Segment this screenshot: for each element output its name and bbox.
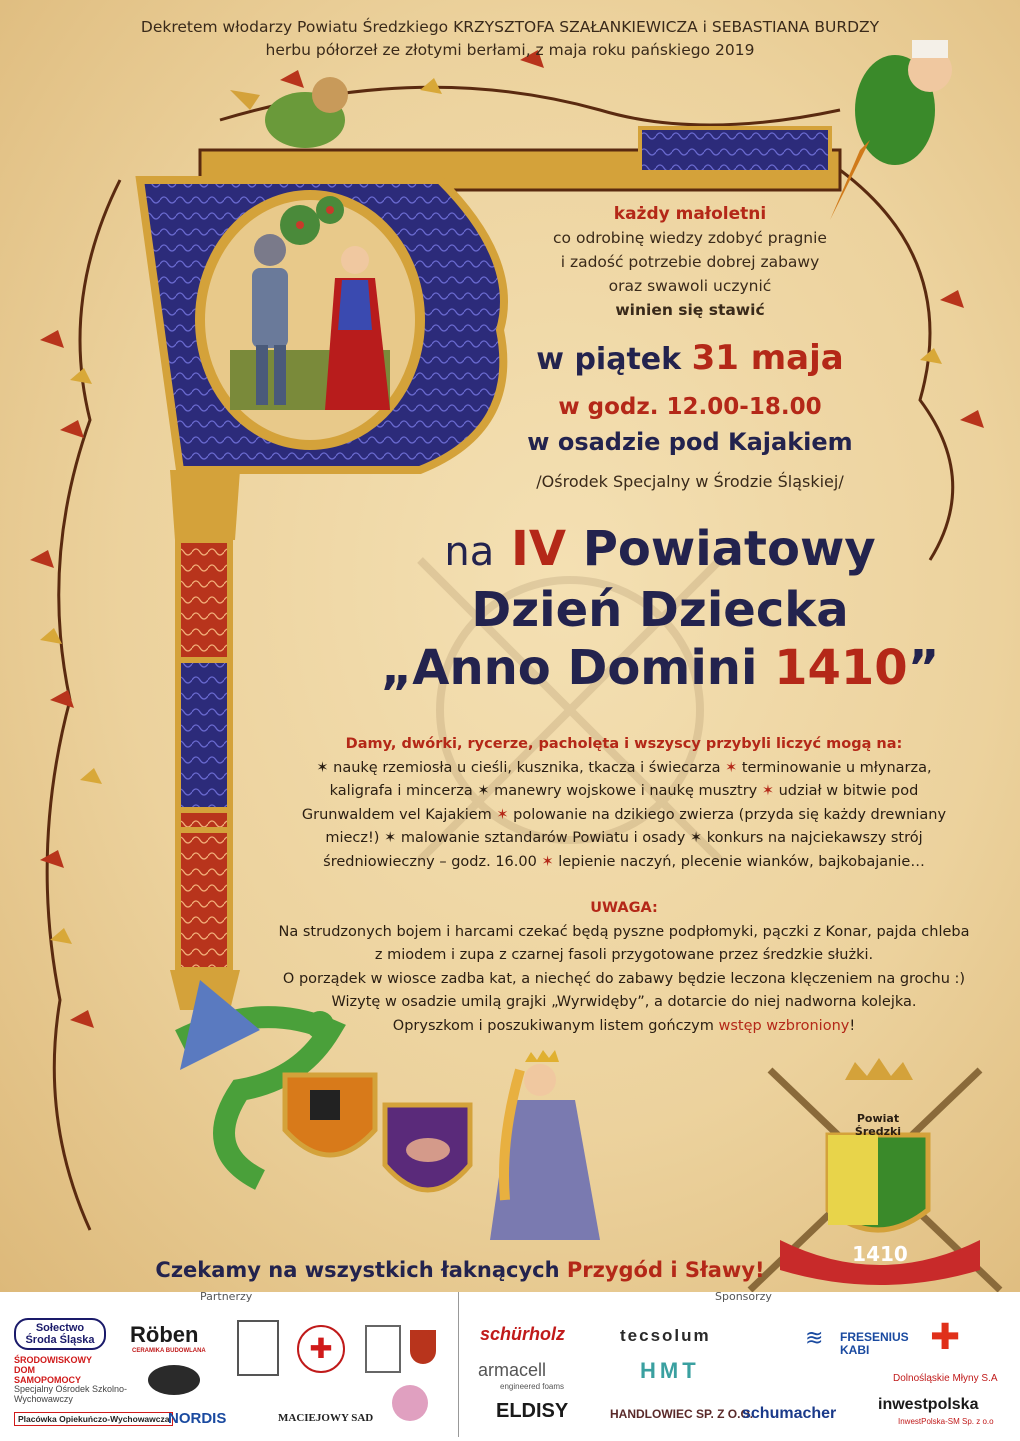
title-na: na [444, 529, 495, 575]
star-icon: ✶ [689, 830, 703, 846]
parrot-illustration [830, 40, 952, 220]
title-line-3 [300, 639, 1020, 697]
title-line-1 [300, 520, 1020, 581]
attractions-line-5 [268, 851, 980, 875]
title-quote: ” [907, 640, 940, 696]
logo-handlowiec: HANDLOWIEC SP. Z O.O. [610, 1407, 754, 1421]
crest-name: Powiat Średzki [854, 1112, 902, 1138]
attraction-hunt-cont: miecz!) [325, 830, 380, 846]
decree-line-2: herbu półorzeł ze złotymi berłami, z maja roku pańskiego 2019 [265, 41, 755, 59]
logo-nordis: NORDIS [168, 1410, 227, 1427]
star-icon: ✶ [316, 759, 329, 776]
star-icon: ✶ [477, 783, 490, 799]
logo-roben: Röben [130, 1322, 199, 1347]
attraction-battle: udział w bitwie pod [778, 783, 919, 799]
notice-heading: UWAGA: [590, 900, 658, 916]
invite-line-3: i zadość potrzebie dobrej zabawy [560, 253, 820, 271]
notice-line-1: Na strudzonych bojem i harcami czekać będą pyszne podpłomyki, pączki z Konar, pajda chleba [278, 923, 970, 940]
title-powiatowy: Powiatowy [582, 521, 876, 577]
attraction-battle-cont: Grunwaldem vel Kajakiem [301, 806, 492, 823]
partners-label: Partnerzy [200, 1290, 253, 1303]
event-date [480, 338, 900, 380]
invite-block [480, 202, 900, 322]
attraction-hunt: polowanie na dzikiego zwierza (przyda się każdy drewniany [513, 806, 947, 823]
date-day: 31 maja [691, 338, 844, 378]
attractions-line-1 [268, 757, 980, 781]
logo-fresenius [840, 1331, 909, 1357]
slogan [100, 1258, 820, 1282]
event-hours: w godz. 12.00-18.00 [558, 394, 822, 420]
star-icon: ✶ [761, 783, 774, 799]
attraction-crafts: lepienie naczyń, plecenie wianków, bajkobajanie… [558, 853, 925, 870]
event-place-sub: /Ośrodek Specjalny w Środzie Śląskiej/ [536, 472, 844, 491]
notice-block [268, 897, 980, 1038]
attraction-costume: konkurs na najciekawszy strój [706, 830, 923, 846]
notice-line-3: O porządek w wiosce zadba kat, a niechęć do zabawy będzie leczona klęczeniem na grochu :) [282, 970, 966, 987]
invite-line-1: każdy małoletni [613, 204, 767, 224]
attractions-line-2 [268, 780, 980, 804]
fresenius-line-2: KABI [840, 1343, 870, 1357]
logo-maciejowy: MACIEJOWY SAD [278, 1412, 374, 1424]
logo-armacell-sub: engineered foams [500, 1382, 565, 1391]
crest-year: 1410 [852, 1242, 908, 1266]
notice-outlaws: Opryszkom i poszukiwanym listem gończym [392, 1017, 714, 1034]
title-line-2: Dzień Dziecka [471, 582, 849, 638]
notice-line-4: Wizytę w osadzie umilą grajki „Wyrwidęby”, a dotarcie do niej nadworna kolejka. [331, 994, 917, 1010]
title-year: 1410 [774, 640, 908, 696]
decree-header [20, 16, 1000, 62]
attraction-banners: malowanie sztandarów Powiatu i osady [400, 830, 686, 846]
notice-line-5 [268, 1015, 980, 1039]
attractions-list [268, 733, 980, 874]
star-icon: ✶ [541, 853, 554, 870]
decree-line-1: Dekretem włodarzy Powiatu Średzkiego KRZYSZTOFA SZAŁANKIEWICZA i SEBASTIANA BURDZY [140, 18, 880, 36]
fresenius-icon: ≋ [805, 1326, 824, 1351]
logo-specjalny: Specjalny Ośrodek Szkolno-Wychowawczy [14, 1384, 128, 1404]
logo-hmt: HMT [640, 1358, 700, 1383]
star-icon: ✶ [384, 830, 397, 846]
event-title [300, 520, 1020, 697]
footer-divider [458, 1292, 459, 1437]
slogan-accent: Przygód i Sławy! [566, 1258, 765, 1282]
logo-inwestpolska: inwestpolska [878, 1396, 979, 1413]
attractions-line-4 [268, 827, 980, 851]
logo-schurholz: schürholz [480, 1324, 566, 1344]
event-place: w osadzie pod Kajakiem [527, 428, 853, 456]
title-roman: IV [510, 521, 566, 577]
red-cross-icon: ✚ [297, 1325, 345, 1373]
slogan-main: Czekamy na wszystkich łaknących [155, 1258, 560, 1282]
sponsors-label: Sponsorzy [715, 1290, 772, 1303]
lady-illustration [490, 1050, 600, 1240]
logo-mlyny: Dolnośląskie Młyny S.A [893, 1373, 998, 1384]
notice-line-2: z miodem i zupa z czarnej fasoli przygotowane przez średzkie służki. [374, 947, 874, 963]
logo-family-center [392, 1385, 428, 1421]
title-anno: „Anno Domini [380, 640, 758, 696]
attraction-apprentice-cont: kaligrafa i mincerza [329, 783, 473, 799]
attraction-costume-cont: średniowieczny – godz. 16.00 [323, 853, 537, 870]
logo-roben-sub: CERAMIKA BUDOWLANA [132, 1348, 206, 1354]
attractions-line-3 [268, 804, 980, 828]
logo-solectwo: Sołectwo Środa Śląska [14, 1318, 106, 1350]
fresenius-line-1: FRESENIUS [840, 1330, 909, 1344]
logo-inwestpolska-sub: InwestPolska-SM Sp. z o.o [898, 1417, 994, 1426]
logo-museum [365, 1325, 401, 1373]
star-icon: ✶ [725, 759, 738, 776]
logo-srodowiskowy: ŚRODOWISKOWY DOM SAMOPOMOCY [14, 1355, 92, 1385]
date-prefix: w piątek [536, 342, 682, 377]
logo-emblem [148, 1365, 200, 1395]
invite-line-2: co odrobinę wiedzy zdobyć pragnie [553, 229, 827, 247]
logo-eldisy: ELDISY [496, 1400, 569, 1422]
mlyny-icon: ✚ [930, 1317, 961, 1358]
logo-armacell: armacell [478, 1360, 547, 1380]
logo-map [237, 1320, 279, 1376]
logo-coat-of-arms [410, 1330, 436, 1364]
logo-placowka: Placówka Opiekuńczo-Wychowawcza [14, 1412, 173, 1426]
attraction-craft: naukę rzemiosła u cieśli, kusznika, tkacza i świecarza [333, 759, 721, 776]
logo-schumacher: schumacher [742, 1405, 837, 1422]
star-icon: ✶ [496, 806, 509, 823]
attraction-drill: manewry wojskowe i naukę musztry [494, 783, 758, 799]
logo-tecsolum: tecsolum [620, 1326, 711, 1345]
attraction-apprentice: terminowanie u młynarza, [741, 759, 932, 776]
notice-forbidden: wstęp wzbroniony [718, 1017, 850, 1034]
invite-line-4: oraz swawoli uczynić [608, 277, 772, 295]
attractions-intro: Damy, dwórki, rycerze, pacholęta i wszyscy przybyli liczyć mogą na: [345, 736, 903, 752]
notice-exclamation: ! [849, 1017, 856, 1034]
invite-line-5: winien się stawić [615, 301, 765, 319]
